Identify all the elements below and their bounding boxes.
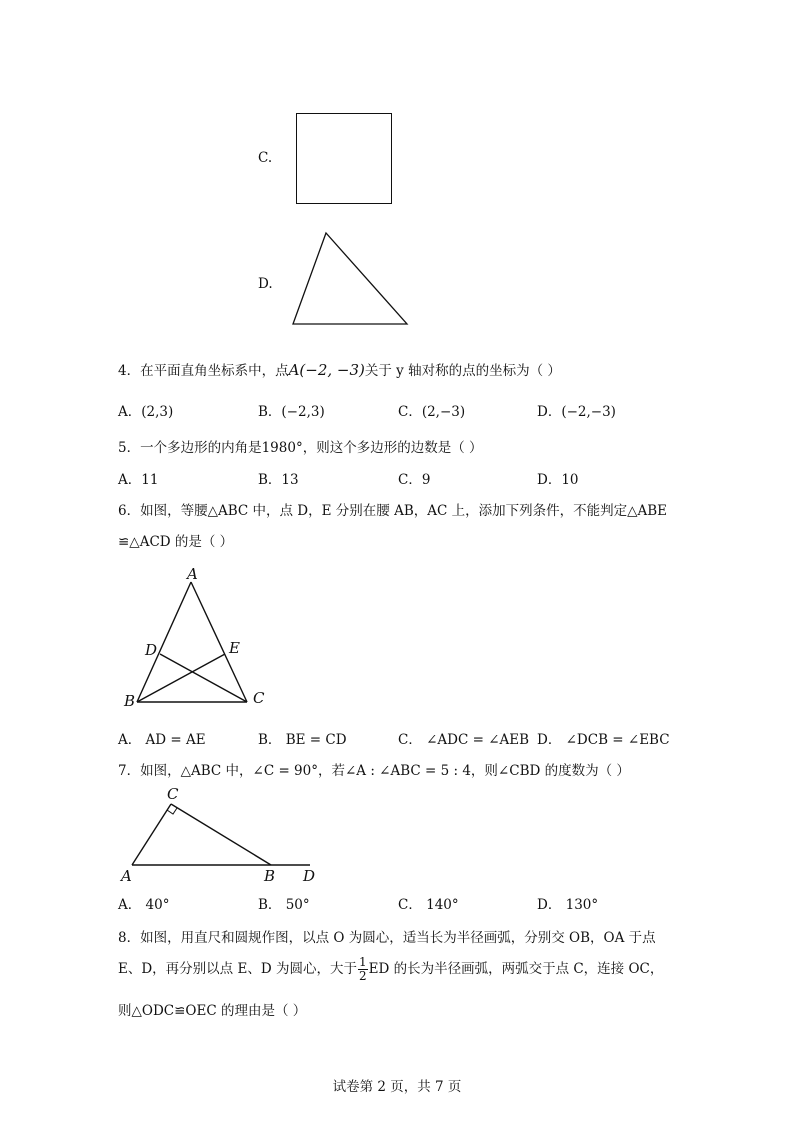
q5-option-d: D．10 xyxy=(537,472,579,488)
question-8-line2: E、D，再分别以点 E、D 为圆心，大于 $\frac{1}{2}$ ED 的长为半径画弧，两弧交于点 C，连接 OC， xyxy=(118,955,664,983)
q7-option-d: D． 130° xyxy=(537,897,599,913)
q4-option-c: C．(2,−3) xyxy=(398,404,466,420)
triangle-figure xyxy=(285,226,415,330)
q7-label-d: D xyxy=(303,867,316,885)
question-4-stem: 4．在平面直角坐标系中，点A(−2, −3)关于 y 轴对称的点的坐标为（ ） xyxy=(118,361,561,379)
q4-option-b: B．(−2,3) xyxy=(258,404,325,420)
q6-option-a: A． AD = AE xyxy=(118,732,206,748)
q6-option-b: B． BE = CD xyxy=(258,732,347,748)
q7-label-c: C xyxy=(167,785,179,803)
q7-label-b: B xyxy=(264,867,276,885)
fraction-one-half: $\frac{1}{2}$ xyxy=(358,955,367,983)
q6-label-d: D xyxy=(145,641,158,659)
q6-option-c: C． ∠ADC = ∠AEB xyxy=(398,732,530,748)
q4-option-a: A．(2,3) xyxy=(118,404,174,420)
point-a: A(−2, −3) xyxy=(288,361,365,379)
option-c-letter: C. xyxy=(258,150,273,166)
right-triangle-figure xyxy=(120,790,320,870)
square-figure xyxy=(296,113,392,204)
q5-option-a: A．11 xyxy=(118,472,159,488)
question-6-stem-line2: ≌△ACD 的是（ ） xyxy=(118,534,234,550)
q4-option-d: D．(−2,−3) xyxy=(537,404,616,420)
q6-label-e: E xyxy=(229,639,240,657)
question-8-line3: 则△ODC≌OEC 的理由是（ ） xyxy=(118,1003,307,1019)
q5-option-c: C．9 xyxy=(398,472,431,488)
q6-label-c: C xyxy=(253,689,265,707)
q7-option-b: B． 50° xyxy=(258,897,310,913)
question-6-stem-line1: 6．如图，等腰△ABC 中，点 D，E 分别在腰 AB，AC 上，添加下列条件，不能判定△ABE xyxy=(118,503,668,519)
option-d-letter: D. xyxy=(258,276,273,292)
q5-option-b: B．13 xyxy=(258,472,299,488)
q7-option-c: C． 140° xyxy=(398,897,459,913)
q6-label-a: A xyxy=(187,565,198,583)
q6-option-d: D． ∠DCB = ∠EBC xyxy=(537,732,670,748)
page-footer: 试卷第 2 页，共 7 页 xyxy=(332,1079,462,1095)
q6-label-b: B xyxy=(124,692,136,710)
question-5-stem: 5．一个多边形的内角是1980°，则这个多边形的边数是（ ） xyxy=(118,440,483,456)
q7-option-a: A． 40° xyxy=(118,897,170,913)
q7-label-a: A xyxy=(121,867,132,885)
question-7-stem: 7．如图，△ABC 中，∠C = 90°，若∠A : ∠ABC = 5 : 4，则∠CBD 的度数为（ ） xyxy=(118,763,630,779)
question-8-line1: 8．如图，用直尺和圆规作图，以点 O 为圆心，适当长为半径画弧，分别交 OB，OA 于点 xyxy=(118,930,656,946)
